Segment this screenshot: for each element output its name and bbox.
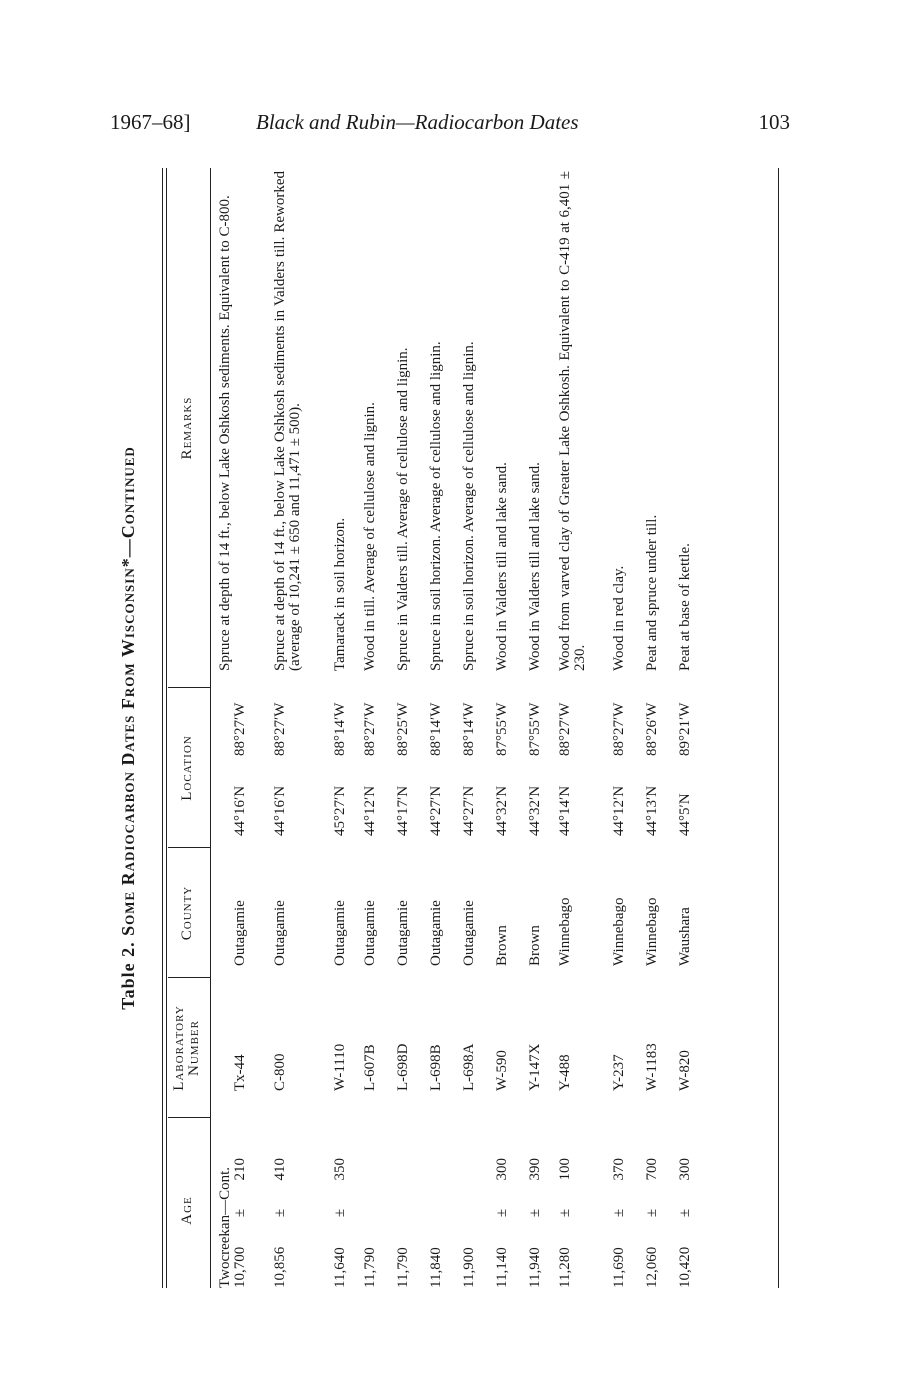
cell-remarks: Wood in till. Average of cellulose and lignin. <box>362 402 378 671</box>
age-plus-minus: ± <box>557 1208 573 1218</box>
col-divider-4 <box>168 687 210 688</box>
table-2 <box>118 168 783 1288</box>
age-value: 11,900 <box>461 1247 477 1288</box>
cell-latitude: 44°27′N <box>428 785 444 836</box>
cell-lab-number: L-698B <box>428 1044 444 1091</box>
age-plus-minus: ± <box>272 1208 288 1218</box>
age-plus-minus: ± <box>232 1208 248 1218</box>
cell-latitude: 45°27′N <box>332 785 348 836</box>
col-header-age: Age <box>179 1196 195 1225</box>
cell-age <box>495 1133 510 1288</box>
cell-remarks: Peat and spruce under till. <box>644 514 660 671</box>
cell-lab-number: Y-147X <box>527 1043 543 1091</box>
col-header-lab-line1: Laboratory <box>171 1005 187 1091</box>
cell-lab-number: Tx-44 <box>232 1054 248 1091</box>
header-years: 1967–68] <box>110 110 191 134</box>
cell-county: Outagamie <box>332 900 348 966</box>
cell-county: Outagamie <box>461 900 477 966</box>
cell-lab-number: L-607B <box>362 1044 378 1091</box>
cell-age <box>678 1133 693 1288</box>
cell-remarks: Spruce in soil horizon. Average of cellulose and lignin. <box>461 341 477 671</box>
cell-remarks: Spruce at depth of 14 ft., below Lake Oshkosh sediments in Valders till. Reworked (average of 10,241 ± 650 and 11,471 ± 500). <box>272 171 303 671</box>
cell-remarks: Spruce at depth of 14 ft., below Lake Oshkosh sediments. Equivalent to C-800. <box>217 195 233 671</box>
cell-longitude: 88°14′W <box>461 702 477 756</box>
running-header <box>110 110 790 140</box>
cell-latitude: 44°12′N <box>362 785 378 836</box>
cell-longitude: 88°26′W <box>644 702 660 756</box>
cell-longitude: 87°55′W <box>494 702 510 756</box>
cell-lab-number: W-1110 <box>332 1043 348 1091</box>
age-period-label: Twocreekan—Cont. <box>217 1167 233 1288</box>
cell-lab-number: L-698A <box>461 1043 477 1091</box>
cell-age <box>528 1133 543 1288</box>
cell-age <box>429 1133 444 1288</box>
age-plus-minus: ± <box>611 1208 627 1218</box>
cell-county: Brown <box>527 925 543 966</box>
cell-longitude: 89°21′W <box>677 702 693 756</box>
col-divider-1 <box>168 1117 210 1118</box>
age-value: 10,420 <box>677 1246 693 1288</box>
cell-remarks: Wood in red clay. <box>611 565 627 671</box>
cell-longitude: 88°14′W <box>332 702 348 756</box>
cell-county: Outagamie <box>362 900 378 966</box>
bottom-rule <box>778 168 779 1288</box>
cell-age <box>558 1133 573 1288</box>
age-plus-minus: ± <box>677 1208 693 1218</box>
col-header-county: County <box>179 885 195 941</box>
cell-age <box>612 1133 627 1288</box>
cell-county: Winnebago <box>557 897 573 966</box>
cell-lab-number: W-1183 <box>644 1043 660 1091</box>
top-rule-1 <box>162 168 163 1288</box>
cell-remarks: Tamarack in soil horizon. <box>332 517 348 671</box>
cell-remarks: Peat at base of kettle. <box>677 543 693 671</box>
cell-remarks: Wood from varved clay of Greater Lake Oshkosh. Equivalent to C-419 at 6,401 ± 230. <box>557 171 588 671</box>
cell-age <box>396 1133 411 1288</box>
cell-lab-number: C-800 <box>272 1053 288 1091</box>
age-value: 11,790 <box>395 1247 411 1288</box>
cell-latitude: 44°5′N <box>677 793 693 836</box>
cell-latitude: 44°32′N <box>527 785 543 836</box>
table-caption-title: Some Radiocarbon Dates From Wisconsin*—Continued <box>118 446 138 936</box>
age-error: 350 <box>332 1158 348 1181</box>
cell-age <box>462 1133 477 1288</box>
cell-county: Brown <box>494 925 510 966</box>
table-caption <box>118 168 156 1288</box>
page-number: 103 <box>758 110 790 134</box>
age-value: 10,856 <box>272 1246 288 1288</box>
cell-county: Winnebago <box>611 897 627 966</box>
age-error: 300 <box>677 1158 693 1181</box>
cell-remarks: Spruce in Valders till. Average of cellulose and lignin. <box>395 347 411 671</box>
cell-lab-number: W-820 <box>677 1050 693 1091</box>
col-divider-3 <box>168 847 210 848</box>
cell-lab-number: L-698D <box>395 1043 411 1091</box>
age-plus-minus: ± <box>494 1208 510 1218</box>
cell-latitude: 44°14′N <box>557 785 573 836</box>
col-header-location: Location <box>179 735 195 801</box>
age-value: 11,690 <box>611 1247 627 1288</box>
age-value: 11,940 <box>527 1247 543 1288</box>
cell-age <box>273 1133 288 1288</box>
col-header-remarks: Remarks <box>179 396 195 460</box>
cell-age <box>333 1133 348 1288</box>
top-rule-2 <box>166 168 167 1288</box>
col-header-lab-line2: Number <box>186 1020 202 1076</box>
age-value: 11,840 <box>428 1247 444 1288</box>
age-error: 700 <box>644 1158 660 1181</box>
age-error: 100 <box>557 1158 573 1181</box>
cell-latitude: 44°17′N <box>395 785 411 836</box>
table-caption-prefix: Table 2. <box>118 941 138 1010</box>
age-plus-minus: ± <box>332 1208 348 1218</box>
cell-longitude: 88°27′W <box>232 702 248 756</box>
cell-county: Outagamie <box>272 900 288 966</box>
age-value: 11,640 <box>332 1247 348 1288</box>
cell-county: Outagamie <box>395 900 411 966</box>
cell-age <box>645 1133 660 1288</box>
age-error: 300 <box>494 1158 510 1181</box>
cell-latitude: 44°12′N <box>611 785 627 836</box>
age-value: 11,140 <box>494 1247 510 1288</box>
cell-county: Outagamie <box>428 900 444 966</box>
age-value: 11,280 <box>557 1247 573 1288</box>
rotated-table-container <box>118 168 783 1288</box>
cell-longitude: 87°55′W <box>527 702 543 756</box>
col-divider-2 <box>168 977 210 978</box>
cell-lab-number: Y-488 <box>557 1054 573 1091</box>
cell-latitude: 44°16′N <box>272 785 288 836</box>
age-plus-minus: ± <box>527 1208 543 1218</box>
cell-age <box>363 1133 378 1288</box>
age-error: 370 <box>611 1158 627 1181</box>
cell-lab-number: W-590 <box>494 1050 510 1091</box>
cell-longitude: 88°27′W <box>557 702 573 756</box>
age-value: 12,060 <box>644 1246 660 1288</box>
cell-county: Waushara <box>677 907 693 966</box>
cell-longitude: 88°25′W <box>395 702 411 756</box>
cell-latitude: 44°32′N <box>494 785 510 836</box>
age-plus-minus: ± <box>644 1208 660 1218</box>
age-value: 10,700 <box>232 1246 248 1288</box>
age-error: 390 <box>527 1158 543 1181</box>
cell-remarks: Wood in Valders till and lake sand. <box>527 462 543 671</box>
cell-latitude: 44°13′N <box>644 785 660 836</box>
cell-county: Outagamie <box>232 900 248 966</box>
header-running-title: Black and Rubin—Radiocarbon Dates <box>256 110 579 134</box>
cell-remarks: Wood in Valders till and lake sand. <box>494 462 510 671</box>
header-rule <box>210 168 211 1288</box>
cell-county: Winnebago <box>644 897 660 966</box>
cell-latitude: 44°16′N <box>232 785 248 836</box>
cell-longitude: 88°27′W <box>362 702 378 756</box>
cell-latitude: 44°27′N <box>461 785 477 836</box>
cell-longitude: 88°27′W <box>611 702 627 756</box>
cell-longitude: 88°27′W <box>272 702 288 756</box>
col-header-lab <box>172 978 202 1118</box>
cell-remarks: Spruce in soil horizon. Average of cellulose and lignin. <box>428 341 444 671</box>
age-value: 11,790 <box>362 1247 378 1288</box>
cell-age <box>218 1133 248 1288</box>
age-error: 410 <box>272 1158 288 1181</box>
cell-lab-number: Y-237 <box>611 1054 627 1091</box>
cell-longitude: 88°14′W <box>428 702 444 756</box>
age-error: 210 <box>232 1158 248 1181</box>
